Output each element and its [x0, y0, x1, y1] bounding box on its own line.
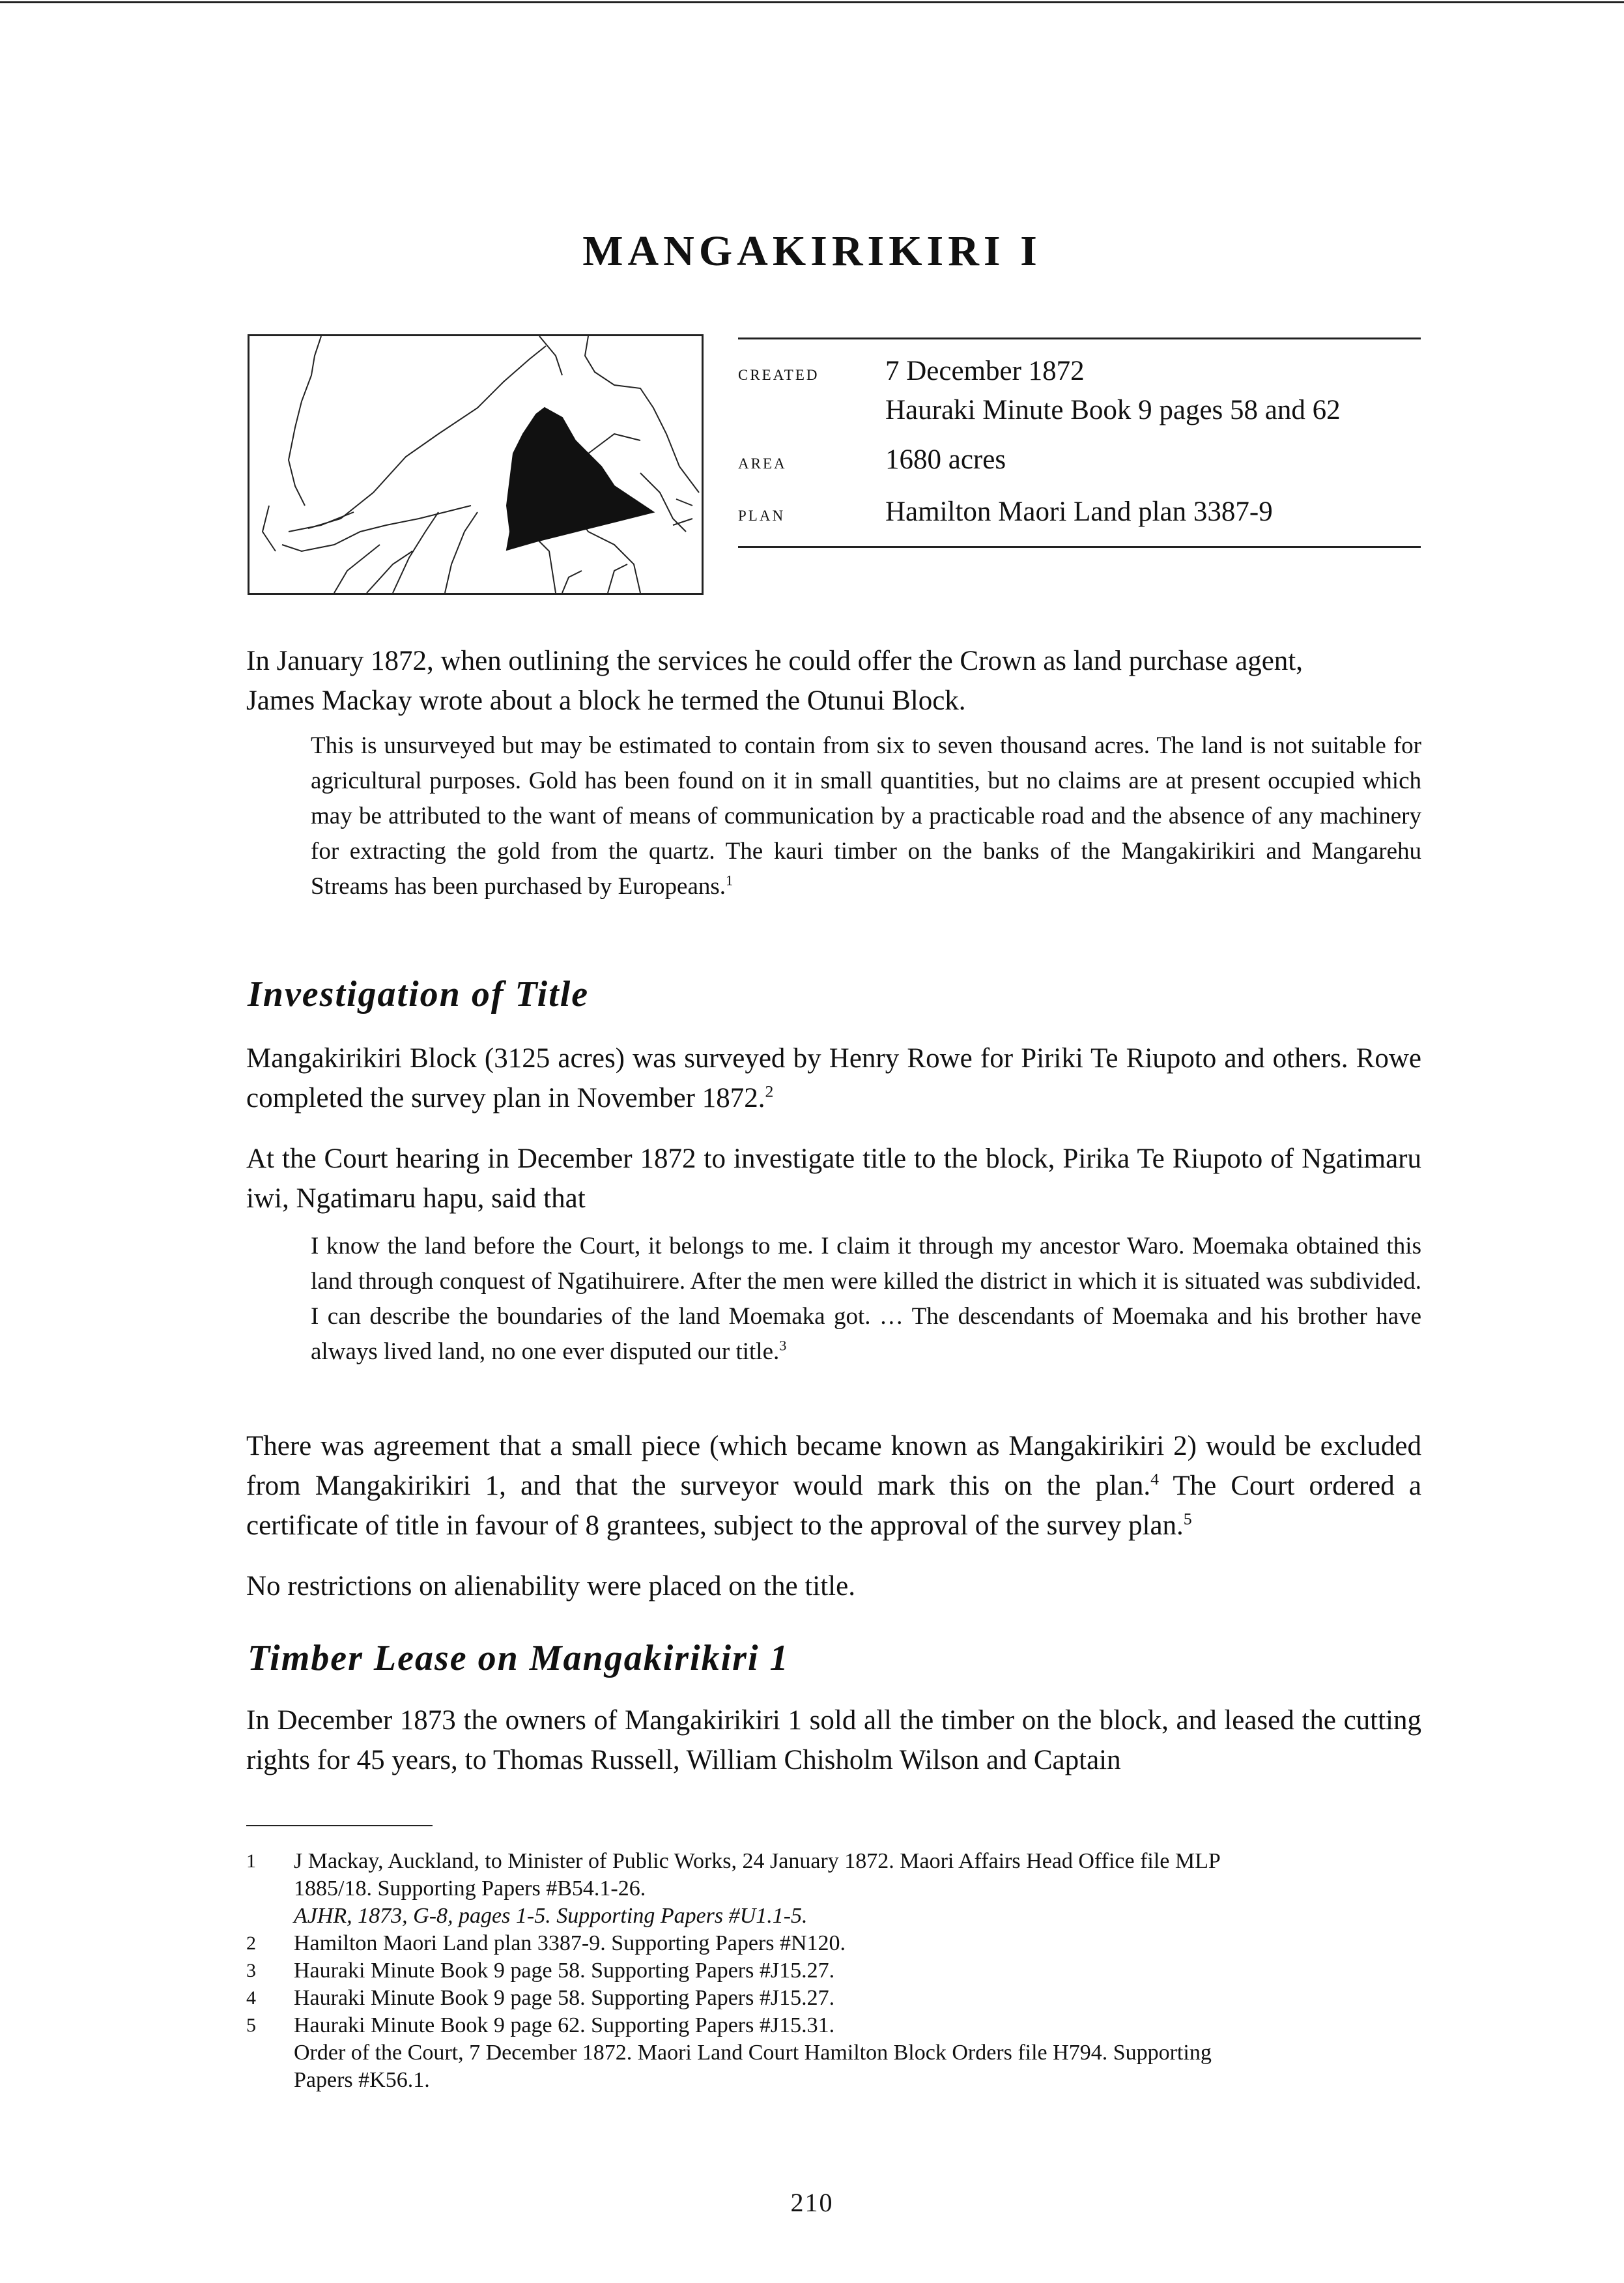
- page-title: MANGAKIRIKIRI I: [582, 227, 1042, 275]
- paragraph-text: No restrictions on alienability were placed on the title.: [246, 1571, 855, 1601]
- footnote-rule: [246, 1825, 433, 1826]
- footnote-ref[interactable]: 5: [1183, 1509, 1192, 1529]
- footnote-ref[interactable]: 3: [779, 1337, 787, 1354]
- intro-line: In January 1872, when outlining the services he could offer the Crown as land purchase agent,: [246, 646, 1303, 676]
- block-info: [738, 337, 1421, 548]
- footnote-ref[interactable]: 2: [765, 1082, 774, 1101]
- footnote-line: Order of the Court, 7 December 1872. Maori Land Court Hamilton Block Orders file H794. Supporting: [294, 2041, 1212, 2065]
- body-paragraph: [246, 1701, 1421, 1780]
- map-drawing: [249, 336, 702, 593]
- block-shading: [507, 408, 653, 550]
- section-heading: Timber Lease on Mangakirikiri 1: [248, 1638, 790, 1678]
- area-value: 1680 acres: [885, 444, 1006, 475]
- footnote-line: Hamilton Maori Land plan 3387-9. Supporting Papers #N120.: [294, 1931, 846, 1955]
- footnote-number: 2: [246, 1932, 256, 1954]
- intro-line: James Mackay wrote about a block he termed the Otunui Block.: [246, 685, 966, 716]
- block-quote: [311, 728, 1421, 904]
- footnote-ref[interactable]: 4: [1150, 1469, 1160, 1489]
- footnote-number: 3: [246, 1960, 256, 1981]
- body-paragraph: [246, 1426, 1421, 1545]
- footnote-ref[interactable]: 1: [726, 872, 734, 889]
- footnote-line: Hauraki Minute Book 9 page 58. Supporting Papers #J15.27.: [294, 1986, 835, 2010]
- section-heading: Investigation of Title: [248, 974, 590, 1014]
- created-value: 7 December 1872: [885, 356, 1085, 386]
- paragraph-text: Mangakirikiri Block (3125 acres) was surveyed by Henry Rowe for Piriki Te Riupoto and others. Rowe completed the survey plan in November 1872.: [246, 1043, 1421, 1113]
- paragraph-text: There was agreement that a small piece (which became known as Mangakirikiri 2) would be excluded from Mangakirikiri 1, and that the surveyor would mark this on the plan.: [246, 1431, 1421, 1501]
- paragraph-text: The Court ordered a certificate of title in favour of 8 grantees, subject to the approval of the survey plan.: [246, 1471, 1421, 1541]
- footnote-line: AJHR, 1873, G-8, pages 1-5. Supporting Papers #U1.1-5.: [294, 1904, 808, 1928]
- footnote-number: 1: [246, 1850, 256, 1872]
- location-map: [248, 334, 704, 595]
- page-number: 210: [790, 2188, 834, 2217]
- paragraph-text: At the Court hearing in December 1872 to investigate title to the block, Pirika Te Riupoto of Ngatimaru iwi, Ngatimaru hapu, said that: [246, 1143, 1421, 1214]
- intro-paragraph: [246, 641, 1421, 721]
- footnote-line: Hauraki Minute Book 9 page 62. Supporting Papers #J15.31.: [294, 2013, 835, 2037]
- footnote-line: 1885/18. Supporting Papers #B54.1-26.: [294, 1876, 646, 1901]
- created-source: Hauraki Minute Book 9 pages 58 and 62: [885, 395, 1341, 425]
- footnote-number: 4: [246, 1987, 256, 2009]
- body-paragraph: [246, 1039, 1421, 1118]
- footnote-number: 5: [246, 2015, 256, 2036]
- quote-text: I know the land before the Court, it belongs to me. I claim it through my ancestor Waro. Moemaka obtained this land through conquest of Ngatihuirere. After the men were killed the district in which it is situated was subdivided. I can describe the boundaries of the land Moemaka got. … The descendants of Moemaka and his brother have always lived land, no one ever disputed our title.: [311, 1233, 1421, 1365]
- footnote-line: Hauraki Minute Book 9 page 58. Supporting Papers #J15.27.: [294, 1959, 835, 1983]
- plan-label: plan: [738, 502, 786, 526]
- body-paragraph: [246, 1566, 1421, 1606]
- footnote-line: Papers #K56.1.: [294, 2068, 430, 2092]
- body-paragraph: [246, 1139, 1421, 1218]
- created-label: created: [738, 362, 819, 385]
- top-rule: [0, 1, 1624, 3]
- paragraph-text: In December 1873 the owners of Mangakirikiri 1 sold all the timber on the block, and leased the cutting rights for 45 years, to Thomas Russell, William Chisholm Wilson and Captain: [246, 1705, 1421, 1775]
- area-label: area: [738, 450, 787, 474]
- block-quote: [311, 1229, 1421, 1370]
- plan-value: Hamilton Maori Land plan 3387-9: [885, 496, 1273, 527]
- quote-text: This is unsurveyed but may be estimated to contain from six to seven thousand acres. The land is not suitable for agricultural purposes. Gold has been found on it in small quantities, but no claims are at present occupied which may be attributed to the want of means of communication by a practicable road and the absence of any machinery for extracting the gold from the quartz. The kauri timber on the banks of the Mangakirikiri and Mangarehu Streams has been purchased by Europeans.: [311, 732, 1421, 900]
- footnote-line: J Mackay, Auckland, to Minister of Public Works, 24 January 1872. Maori Affairs Head Office file MLP: [294, 1849, 1221, 1873]
